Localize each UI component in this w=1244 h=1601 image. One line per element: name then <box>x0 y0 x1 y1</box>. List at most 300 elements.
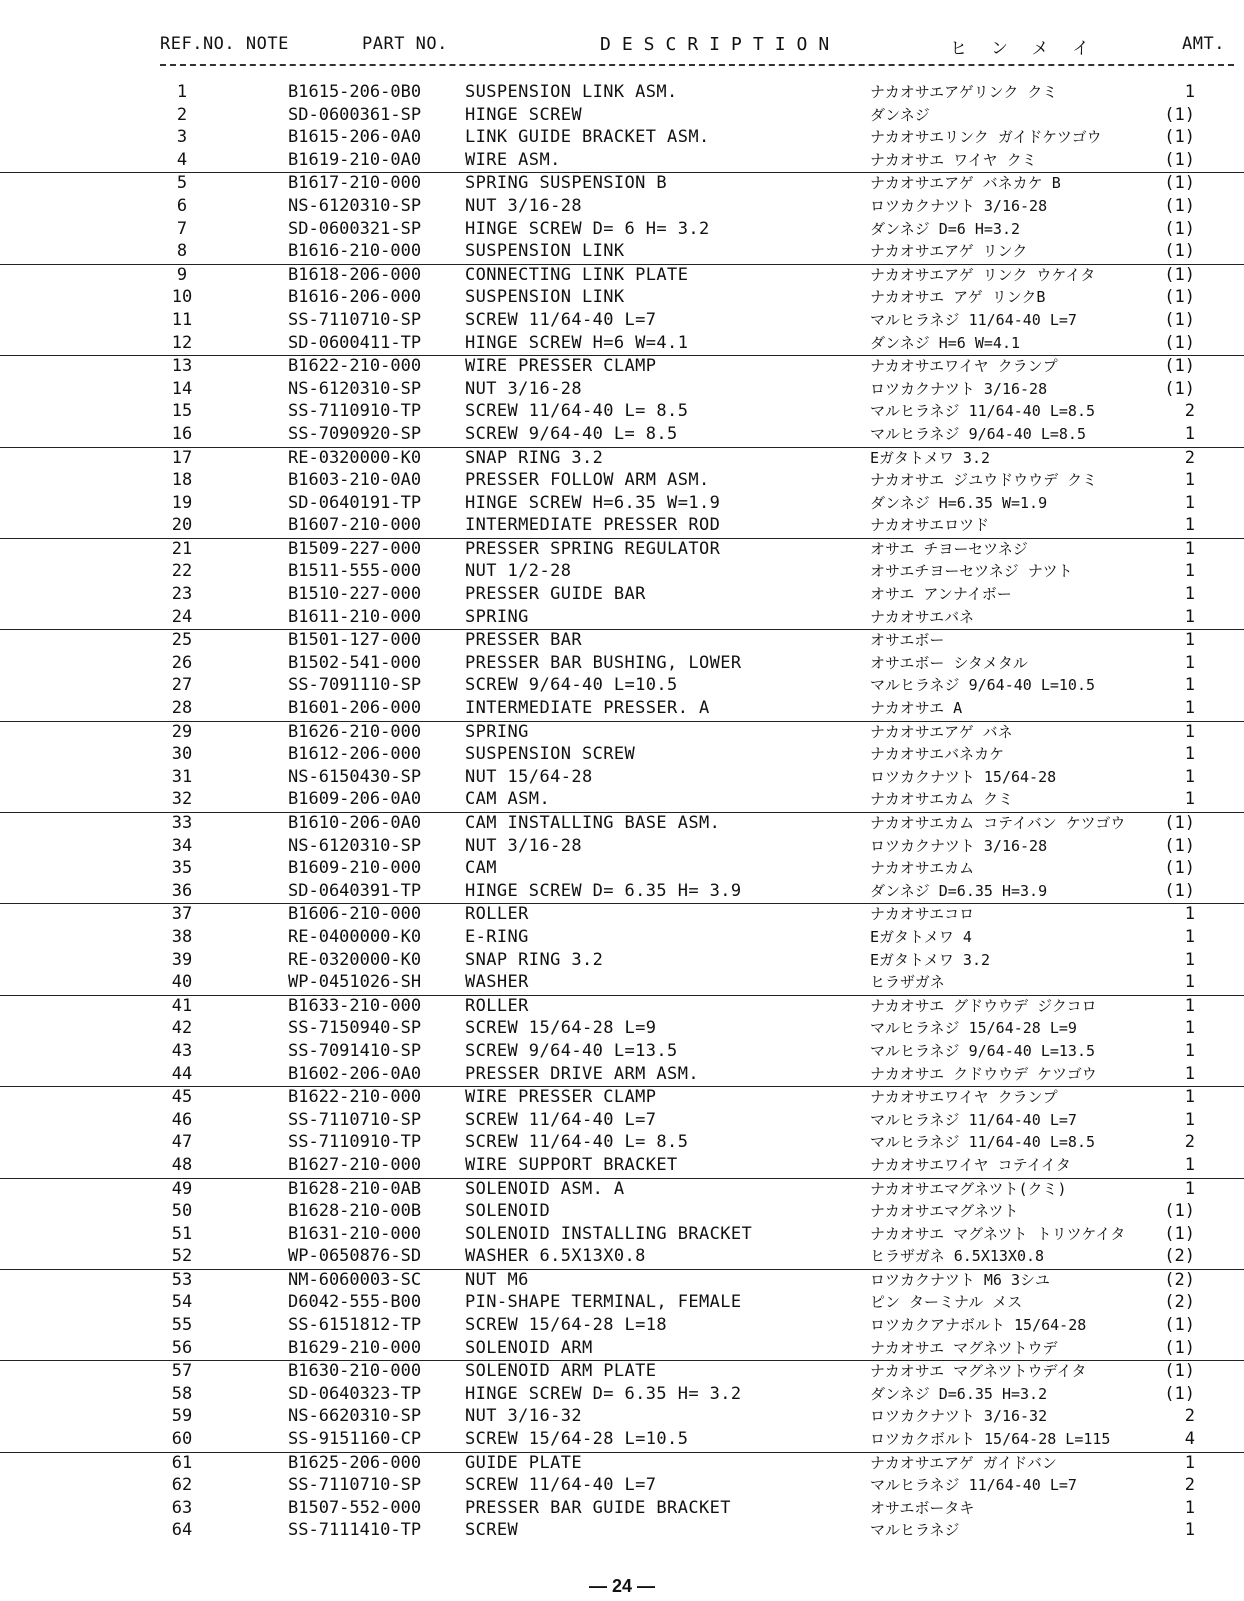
ref-number: 58 <box>171 1383 193 1404</box>
part-description: PRESSER GUIDE BAR <box>465 584 646 605</box>
part-number: NS-6120310-SP <box>288 195 422 216</box>
part-description: CONNECTING LINK PLATE <box>465 264 689 285</box>
amount: (1) <box>1164 332 1195 353</box>
part-description: SNAP RING 3.2 <box>465 949 604 970</box>
ref-number: 61 <box>171 1452 193 1473</box>
ref-number: 26 <box>171 652 193 673</box>
table-row <box>0 448 1244 471</box>
ref-number: 8 <box>176 241 188 262</box>
table-row <box>0 1453 1244 1476</box>
amount: (1) <box>1164 264 1195 285</box>
part-number: NS-6120310-SP <box>288 835 422 856</box>
japanese-name: ダンネジ D=6 H=3.2 <box>870 219 1021 238</box>
part-number: B1619-210-0A0 <box>288 149 422 170</box>
ref-number: 36 <box>171 880 193 901</box>
amount: 1 <box>1184 538 1195 559</box>
part-description: NUT 3/16-32 <box>465 1406 582 1427</box>
japanese-name: ロツカクナツト 15/64-28 <box>870 767 1057 786</box>
amount: (1) <box>1164 1337 1195 1358</box>
japanese-name: Eガタトメワ 3.2 <box>870 950 991 969</box>
amount: 1 <box>1184 1154 1195 1175</box>
part-description: ROLLER <box>465 904 529 925</box>
amount: 1 <box>1184 82 1195 102</box>
ref-number: 46 <box>171 1109 193 1130</box>
japanese-name: ダンネジ <box>870 105 930 124</box>
amount: 4 <box>1184 1429 1195 1450</box>
amount: 2 <box>1184 1406 1195 1427</box>
amount: (2) <box>1164 1246 1195 1267</box>
amount: (1) <box>1164 1223 1195 1244</box>
amount: 1 <box>1184 995 1195 1016</box>
part-number: SS-7090920-SP <box>288 423 422 444</box>
amount: 2 <box>1184 401 1195 422</box>
ref-number: 60 <box>171 1429 193 1450</box>
part-number: B1628-210-0AB <box>288 1178 422 1199</box>
part-number: NS-6120310-SP <box>288 378 422 399</box>
japanese-name: マルヒラネジ 15/64-28 L=9 <box>870 1019 1077 1038</box>
ref-number: 18 <box>171 470 193 491</box>
part-description: PRESSER BAR BUSHING, LOWER <box>465 652 742 673</box>
ref-number: 4 <box>176 149 188 170</box>
table-row <box>0 265 1244 288</box>
amount: (1) <box>1164 218 1195 239</box>
ref-number: 29 <box>171 721 193 742</box>
amount: 2 <box>1184 1475 1195 1496</box>
ref-number: 32 <box>171 789 193 810</box>
japanese-name: ピン ターミナル メス <box>870 1293 1023 1312</box>
amount: 1 <box>1184 949 1195 970</box>
japanese-name: マルヒラネジ 9/64-40 L=8.5 <box>870 424 1086 443</box>
part-number: B1606-210-000 <box>288 904 422 925</box>
ref-number: 23 <box>171 584 193 605</box>
table-row <box>0 904 1244 927</box>
japanese-name: ヒラザガネ 6.5X13X0.8 <box>870 1247 1045 1266</box>
amount: 1 <box>1184 698 1195 719</box>
table-row <box>0 972 1244 996</box>
part-description: NUT 1/2-28 <box>465 561 572 582</box>
table-row <box>0 82 1244 105</box>
part-description: CAM ASM. <box>465 789 551 810</box>
part-number: SS-7110910-TP <box>288 401 422 422</box>
table-row <box>0 287 1244 310</box>
ref-number: 44 <box>171 1063 193 1084</box>
amount: 1 <box>1184 1178 1195 1199</box>
amount: (1) <box>1164 1361 1195 1382</box>
ref-number: 1 <box>176 82 188 102</box>
table-row <box>0 813 1244 836</box>
part-description: WASHER <box>465 972 529 993</box>
part-number: B1509-227-000 <box>288 538 422 559</box>
part-number: NS-6150430-SP <box>288 766 422 787</box>
table-row <box>0 515 1244 539</box>
table-row <box>0 470 1244 493</box>
amount: 1 <box>1184 789 1195 810</box>
part-description: SCREW 15/64-28 L=9 <box>465 1018 657 1039</box>
part-number: B1616-206-000 <box>288 287 422 308</box>
japanese-name: ナカオサエアゲ バネカケ B <box>870 174 1061 193</box>
header-part-no: PART NO. <box>362 34 448 54</box>
part-description: SNAP RING 3.2 <box>465 447 604 468</box>
ref-number: 9 <box>176 264 188 285</box>
ref-number: 3 <box>176 127 188 148</box>
part-description: SUSPENSION LINK ASM. <box>465 82 678 102</box>
japanese-name: ナカオサエアゲ リンク <box>870 242 1028 261</box>
part-description: PIN-SHAPE TERMINAL, FEMALE <box>465 1292 742 1313</box>
part-number: B1609-210-000 <box>288 858 422 879</box>
table-row <box>0 150 1244 174</box>
ref-number: 33 <box>171 813 193 833</box>
japanese-name: ナカオサエアゲリンク クミ <box>870 83 1058 101</box>
part-number: B1612-206-000 <box>288 744 422 765</box>
part-number: SS-6151812-TP <box>288 1315 422 1336</box>
part-description: NUT 3/16-28 <box>465 835 582 856</box>
japanese-name: ナカオサエワイヤ コテイイタ <box>870 1155 1071 1174</box>
ref-number: 48 <box>171 1154 193 1175</box>
japanese-name: マルヒラネジ 11/64-40 L=7 <box>870 1476 1077 1495</box>
table-header <box>0 34 1244 64</box>
table-row <box>0 1270 1244 1293</box>
part-number: B1631-210-000 <box>288 1223 422 1244</box>
table-row <box>0 127 1244 150</box>
part-number: SD-0600361-SP <box>288 104 422 125</box>
japanese-name: ナカオサエバネカケ <box>870 745 1005 764</box>
ref-number: 47 <box>171 1132 193 1153</box>
japanese-name: ダンネジ D=6.35 H=3.2 <box>870 1384 1048 1403</box>
part-number: NS-6620310-SP <box>288 1406 422 1427</box>
japanese-name: ナカオサエ ジユウドウウデ クミ <box>870 471 1098 490</box>
ref-number: 40 <box>171 972 193 993</box>
amount: 1 <box>1184 584 1195 605</box>
japanese-name: ナカオサエカム コテイバン ケツゴウ <box>870 814 1126 832</box>
table-row <box>0 333 1244 357</box>
table-row <box>0 105 1244 128</box>
japanese-name: マルヒラネジ 11/64-40 L=8.5 <box>870 1133 1096 1152</box>
table-row <box>0 1384 1244 1407</box>
ref-number: 30 <box>171 744 193 765</box>
part-description: CAM <box>465 858 497 879</box>
japanese-name: マルヒラネジ <box>870 1521 960 1540</box>
part-number: WP-0451026-SH <box>288 972 422 993</box>
amount: (1) <box>1164 104 1195 125</box>
table-row <box>0 401 1244 424</box>
parts-table <box>0 82 1244 1543</box>
part-description: HINGE SCREW D= 6.35 H= 3.2 <box>465 1383 742 1404</box>
part-number: B1601-206-000 <box>288 698 422 719</box>
part-description: HINGE SCREW H=6.35 W=1.9 <box>465 492 721 513</box>
table-row <box>0 1041 1244 1064</box>
part-description: SCREW 11/64-40 L=7 <box>465 309 657 330</box>
part-number: SD-0640191-TP <box>288 492 422 513</box>
japanese-name: ナカオサエマグネツト <box>870 1202 1019 1221</box>
part-number: NM-6060003-SC <box>288 1269 422 1290</box>
amount: 1 <box>1184 1452 1195 1473</box>
table-row <box>0 1224 1244 1247</box>
amount: (1) <box>1164 1383 1195 1404</box>
japanese-name: ロツカクナツト M6 3シユ <box>870 1270 1051 1289</box>
part-number: B1627-210-000 <box>288 1154 422 1175</box>
table-row <box>0 630 1244 653</box>
part-number: B1625-206-000 <box>288 1452 422 1473</box>
ref-number: 56 <box>171 1337 193 1358</box>
japanese-name: ナカオサエワイヤ クランプ <box>870 357 1058 376</box>
amount: 1 <box>1184 972 1195 993</box>
part-number: B1617-210-000 <box>288 173 422 194</box>
table-row <box>0 1132 1244 1155</box>
part-number: B1630-210-000 <box>288 1361 422 1382</box>
amount: 1 <box>1184 721 1195 742</box>
part-number: RE-0320000-K0 <box>288 447 422 468</box>
table-row <box>0 539 1244 562</box>
part-description: WIRE PRESSER CLAMP <box>465 1087 657 1108</box>
table-row <box>0 310 1244 333</box>
ref-number: 62 <box>171 1475 193 1496</box>
ref-number: 37 <box>171 904 193 925</box>
table-row <box>0 1315 1244 1338</box>
page-number: — 24 — <box>588 1576 656 1596</box>
amount: 1 <box>1184 630 1195 651</box>
table-row <box>0 173 1244 196</box>
table-row <box>0 996 1244 1019</box>
amount: (1) <box>1164 880 1195 901</box>
amount: (1) <box>1164 309 1195 330</box>
japanese-name: ナカオサエカム <box>870 859 975 878</box>
table-row <box>0 1429 1244 1453</box>
ref-number: 63 <box>171 1497 193 1518</box>
part-number: B1501-127-000 <box>288 630 422 651</box>
table-row <box>0 1292 1244 1315</box>
part-number: B1611-210-000 <box>288 606 422 627</box>
ref-number: 6 <box>176 195 188 216</box>
table-row <box>0 789 1244 813</box>
japanese-name: ナカオサエ ワイヤ クミ <box>870 150 1037 169</box>
part-number: B1626-210-000 <box>288 721 422 742</box>
table-row <box>0 653 1244 676</box>
part-number: SS-7111410-TP <box>288 1520 422 1541</box>
part-description: SOLENOID ASM. A <box>465 1178 625 1199</box>
part-description: WIRE SUPPORT BRACKET <box>465 1154 678 1175</box>
amount: 1 <box>1184 1520 1195 1541</box>
table-row <box>0 1064 1244 1088</box>
amount: 1 <box>1184 470 1195 491</box>
part-number: SS-7110710-SP <box>288 1109 422 1130</box>
japanese-name: ナカオサエ クドウウデ ケツゴウ <box>870 1064 1097 1083</box>
table-row <box>0 379 1244 402</box>
part-number: B1628-210-00B <box>288 1201 422 1222</box>
part-number: B1629-210-000 <box>288 1337 422 1358</box>
part-description: WASHER 6.5X13X0.8 <box>465 1246 646 1267</box>
japanese-name: ナカオサエリンク ガイドケツゴウ <box>870 128 1102 147</box>
japanese-name: ダンネジ H=6.35 W=1.9 <box>870 493 1048 512</box>
part-description: SPRING <box>465 606 529 627</box>
part-description: SOLENOID ARM <box>465 1337 593 1358</box>
ref-number: 16 <box>171 423 193 444</box>
japanese-name: オサエボータキ <box>870 1498 975 1517</box>
japanese-name: ダンネジ H=6 W=4.1 <box>870 333 1021 352</box>
part-description: CAM INSTALLING BASE ASM. <box>465 813 721 833</box>
ref-number: 35 <box>171 858 193 879</box>
japanese-name: マルヒラネジ 11/64-40 L=7 <box>870 310 1077 329</box>
table-row <box>0 424 1244 448</box>
ref-number: 11 <box>171 309 193 330</box>
table-row <box>0 1475 1244 1498</box>
table-row <box>0 767 1244 790</box>
part-number: B1615-206-0A0 <box>288 127 422 148</box>
table-row <box>0 1201 1244 1224</box>
header-description: DESCRIPTION <box>600 34 841 55</box>
amount: (1) <box>1164 127 1195 148</box>
japanese-name: ナカオサエ A <box>870 699 963 718</box>
table-row <box>0 698 1244 722</box>
table-row <box>0 584 1244 607</box>
japanese-name: ナカオサエアゲ リンク ウケイタ <box>870 265 1096 284</box>
japanese-name: ナカオサエアゲ バネ <box>870 722 1013 741</box>
ref-number: 20 <box>171 515 193 536</box>
table-row <box>0 1087 1244 1110</box>
part-description: INTERMEDIATE PRESSER ROD <box>465 515 721 536</box>
amount: 1 <box>1184 515 1195 536</box>
part-number: SD-0640323-TP <box>288 1383 422 1404</box>
part-number: B1609-206-0A0 <box>288 789 422 810</box>
table-row <box>0 836 1244 859</box>
ref-number: 55 <box>171 1315 193 1336</box>
part-description: SCREW 15/64-28 L=10.5 <box>465 1429 689 1450</box>
japanese-name: オサエボー <box>870 631 945 650</box>
part-number: B1622-210-000 <box>288 356 422 377</box>
ref-number: 38 <box>171 926 193 947</box>
part-description: SCREW 11/64-40 L=7 <box>465 1475 657 1496</box>
part-description: PRESSER DRIVE ARM ASM. <box>465 1063 699 1084</box>
part-number: B1615-206-0B0 <box>288 82 422 102</box>
ref-number: 10 <box>171 287 193 308</box>
japanese-name: ロツカクナツト 3/16-28 <box>870 379 1048 398</box>
part-description: NUT 3/16-28 <box>465 378 582 399</box>
amount: 1 <box>1184 1040 1195 1061</box>
japanese-name: オサエチヨーセツネジ ナツト <box>870 562 1073 581</box>
amount: 1 <box>1184 904 1195 925</box>
header-japanese-name: ヒンメイ <box>950 39 1114 59</box>
part-number: B1603-210-0A0 <box>288 470 422 491</box>
ref-number: 12 <box>171 332 193 353</box>
amount: 1 <box>1184 744 1195 765</box>
ref-number: 15 <box>171 401 193 422</box>
part-description: NUT 3/16-28 <box>465 195 582 216</box>
ref-number: 27 <box>171 675 193 696</box>
part-number: SS-7091410-SP <box>288 1040 422 1061</box>
amount: 1 <box>1184 1109 1195 1130</box>
ref-number: 49 <box>171 1178 193 1199</box>
table-row <box>0 744 1244 767</box>
part-description: SOLENOID INSTALLING BRACKET <box>465 1223 753 1244</box>
amount: 2 <box>1184 1132 1195 1153</box>
table-row <box>0 1110 1244 1133</box>
ref-number: 57 <box>171 1361 193 1382</box>
ref-number: 45 <box>171 1087 193 1108</box>
part-number: SS-7110710-SP <box>288 309 422 330</box>
part-number: SS-7150940-SP <box>288 1018 422 1039</box>
table-row <box>0 1338 1244 1362</box>
table-row <box>0 1179 1244 1202</box>
part-number: D6042-555-B00 <box>288 1292 422 1313</box>
part-description: SOLENOID <box>465 1201 551 1222</box>
part-description: HINGE SCREW D= 6 H= 3.2 <box>465 218 710 239</box>
part-number: B1507-552-000 <box>288 1497 422 1518</box>
part-description: PRESSER BAR <box>465 630 582 651</box>
part-description: GUIDE PLATE <box>465 1452 582 1473</box>
japanese-name: マルヒラネジ 9/64-40 L=13.5 <box>870 1041 1096 1060</box>
table-row <box>0 356 1244 379</box>
amount: (1) <box>1164 858 1195 879</box>
ref-number: 59 <box>171 1406 193 1427</box>
part-number: B1511-555-000 <box>288 561 422 582</box>
part-description: SCREW <box>465 1520 519 1541</box>
japanese-name: ナカオサエロツド <box>870 516 990 535</box>
amount: 1 <box>1184 1497 1195 1518</box>
japanese-name: ロツカクボルト 15/64-28 L=115 <box>870 1430 1111 1449</box>
ref-number: 51 <box>171 1223 193 1244</box>
table-row <box>0 722 1244 745</box>
amount: (1) <box>1164 1201 1195 1222</box>
part-description: SCREW 9/64-40 L= 8.5 <box>465 423 678 444</box>
part-description: PRESSER BAR GUIDE BRACKET <box>465 1497 731 1518</box>
table-row <box>0 927 1244 950</box>
part-description: E-RING <box>465 926 529 947</box>
table-row <box>0 241 1244 265</box>
ref-number: 50 <box>171 1201 193 1222</box>
ref-number: 53 <box>171 1269 193 1290</box>
part-description: INTERMEDIATE PRESSER. A <box>465 698 710 719</box>
part-number: B1616-210-000 <box>288 241 422 262</box>
amount: (1) <box>1164 241 1195 262</box>
japanese-name: オサエ アンナイボー <box>870 585 1012 604</box>
part-description: SCREW 11/64-40 L= 8.5 <box>465 1132 689 1153</box>
japanese-name: Eガタトメワ 3.2 <box>870 448 991 467</box>
ref-number: 2 <box>176 104 188 125</box>
part-number: RE-0320000-K0 <box>288 949 422 970</box>
part-number: B1622-210-000 <box>288 1087 422 1108</box>
ref-number: 14 <box>171 378 193 399</box>
amount: (2) <box>1164 1269 1195 1290</box>
header-divider <box>160 64 1234 66</box>
part-description: SCREW 9/64-40 L=10.5 <box>465 675 678 696</box>
japanese-name: ナカオサエ グドウウデ ジクコロ <box>870 996 1097 1015</box>
japanese-name: マルヒラネジ 11/64-40 L=7 <box>870 1110 1077 1129</box>
japanese-name: ナカオサエマグネツト(クミ) <box>870 1179 1067 1198</box>
part-number: SS-7091110-SP <box>288 675 422 696</box>
part-description: SUSPENSION LINK <box>465 241 625 262</box>
amount: 1 <box>1184 675 1195 696</box>
japanese-name: ロツカクナツト 3/16-28 <box>870 196 1048 215</box>
table-row <box>0 1406 1244 1429</box>
ref-number: 13 <box>171 356 193 377</box>
ref-number: 43 <box>171 1040 193 1061</box>
part-description: HINGE SCREW <box>465 104 582 125</box>
header-ref-no: REF.NO. NOTE <box>160 34 289 54</box>
part-description: WIRE ASM. <box>465 149 561 170</box>
table-row <box>0 950 1244 973</box>
table-row <box>0 1155 1244 1179</box>
ref-number: 21 <box>171 538 193 559</box>
amount: (1) <box>1164 195 1195 216</box>
japanese-name: マルヒラネジ 11/64-40 L=8.5 <box>870 402 1096 421</box>
table-row <box>0 196 1244 219</box>
amount: 1 <box>1184 766 1195 787</box>
amount: (1) <box>1164 813 1195 833</box>
part-description: SCREW 9/64-40 L=13.5 <box>465 1040 678 1061</box>
part-description: HINGE SCREW H=6 W=4.1 <box>465 332 689 353</box>
japanese-name: ダンネジ D=6.35 H=3.9 <box>870 881 1048 900</box>
ref-number: 5 <box>176 173 188 194</box>
table-row <box>0 493 1244 516</box>
